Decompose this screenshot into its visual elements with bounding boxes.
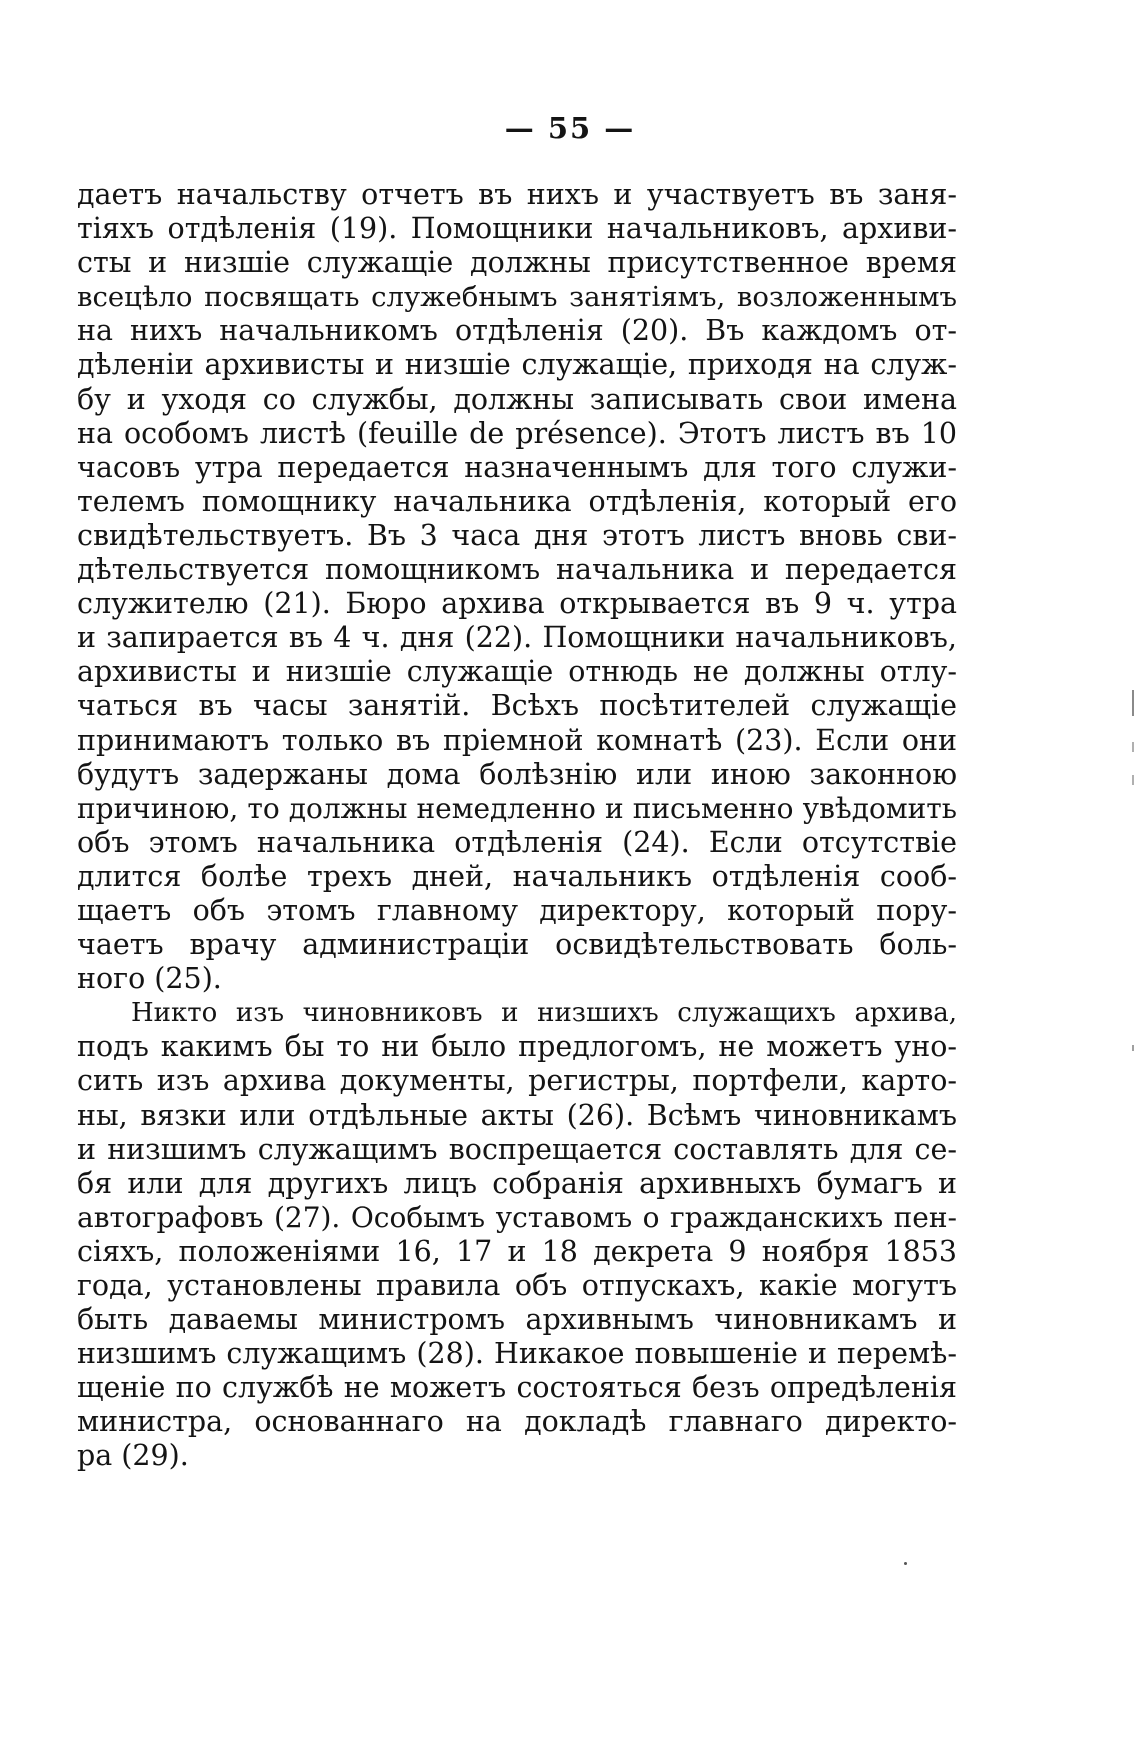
text-line: сіяхъ, положеніями 16, 17 и 18 декрета 9 ноября 1853 — [77, 1234, 957, 1268]
text-line: ного (25). — [77, 962, 222, 996]
text-line: дѣленіи архивисты и низшіе служащіе, приходя на служ- — [77, 348, 957, 382]
text-line: свидѣтельствуетъ. Въ 3 часа дня этотъ листъ вновь сви- — [77, 518, 957, 552]
text-line: автографовъ (27). Особымъ уставомъ о гражданскихъ пен- — [77, 1200, 957, 1234]
text-line: даетъ начальству отчетъ въ нихъ и участвуетъ въ заня- — [77, 178, 957, 211]
text-line: телемъ помощнику начальника отдѣленія, который его — [77, 484, 957, 518]
text-line: сить изъ архива документы, регистры, портфели, карто- — [77, 1064, 957, 1098]
text-line: длится болѣе трехъ дней, начальникъ отдѣленія сооб- — [77, 859, 957, 893]
text-line: и запирается въ 4 ч. дня (22). Помощники начальниковъ, — [77, 621, 957, 655]
text-line: объ этомъ начальника отдѣленія (24). Если отсутствіе — [77, 825, 957, 859]
body-text — [77, 178, 957, 1474]
text-line: сты и низшіе служащіе должны присутственное время — [77, 246, 957, 280]
text-line: года, установлены правила объ отпускахъ, какіе могутъ — [77, 1269, 957, 1302]
paragraph-first-line: Никто изъ чиновниковъ и низшихъ служащихъ архива, — [131, 998, 957, 1029]
text-line: быть даваемы министромъ архивнымъ чиновникамъ и — [77, 1303, 957, 1337]
scan-dot — [904, 1562, 907, 1565]
page-number: — 55 — — [504, 111, 636, 145]
text-line: ра (29). — [77, 1439, 189, 1473]
text-line: министра, основаннаго на докладѣ главнаго директо- — [77, 1405, 957, 1439]
text-line: служителю (21). Бюро архива открывается въ 9 ч. утра — [77, 587, 957, 621]
scan-mark — [1132, 690, 1134, 716]
text-line: бу и уходя со службы, должны записывать свои имена — [77, 382, 957, 416]
text-line: будутъ задержаны дома болѣзнію или иною законною — [77, 757, 957, 791]
scan-mark — [1132, 742, 1134, 752]
text-line: низшимъ служащимъ (28). Никакое повышеніе и перемѣ- — [77, 1337, 957, 1371]
text-line: всецѣло посвящать служебнымъ занятіямъ, возложеннымъ — [77, 281, 957, 314]
text-line: щаетъ объ этомъ главному директору, который пору- — [77, 893, 957, 927]
text-line: на нихъ начальникомъ отдѣленія (20). Въ каждомъ от- — [77, 314, 957, 348]
text-line: причиною, то должны немедленно и письменно увѣдомить — [77, 791, 957, 825]
scan-mark — [1132, 1045, 1134, 1051]
text-line: принимаютъ только въ пріемной комнатѣ (23). Если они — [77, 723, 957, 757]
text-line: чаетъ врачу администраціи освидѣтельствовать боль- — [77, 928, 957, 962]
text-line: тіяхъ отдѣленія (19). Помощники начальниковъ, архиви- — [77, 212, 957, 246]
scan-mark — [1132, 775, 1134, 785]
text-line: бя или для другихъ лицъ собранія архивныхъ бумагъ и — [77, 1166, 957, 1200]
text-line: ны, вязки или отдѣльные акты (26). Всѣмъ чиновникамъ — [77, 1098, 957, 1132]
text-line: на особомъ листѣ (feuille de présence). Этотъ листъ въ 10 — [77, 416, 957, 450]
text-line: архивисты и низшіе служащіе отнюдь не должны отлу- — [77, 655, 957, 689]
text-line: чаться въ часы занятій. Всѣхъ посѣтителей служащіе — [77, 689, 957, 723]
text-line: часовъ утра передается назначеннымъ для того служи- — [77, 450, 957, 484]
text-line: дѣтельствуется помощникомъ начальника и передается — [77, 553, 957, 587]
text-line: щеніе по службѣ не можетъ состояться безъ опредѣленія — [77, 1371, 957, 1405]
text-line: подъ какимъ бы то ни было предлогомъ, не можетъ уно- — [77, 1030, 957, 1064]
text-line: и низшимъ служащимъ воспрещается составлять для се- — [77, 1132, 957, 1166]
